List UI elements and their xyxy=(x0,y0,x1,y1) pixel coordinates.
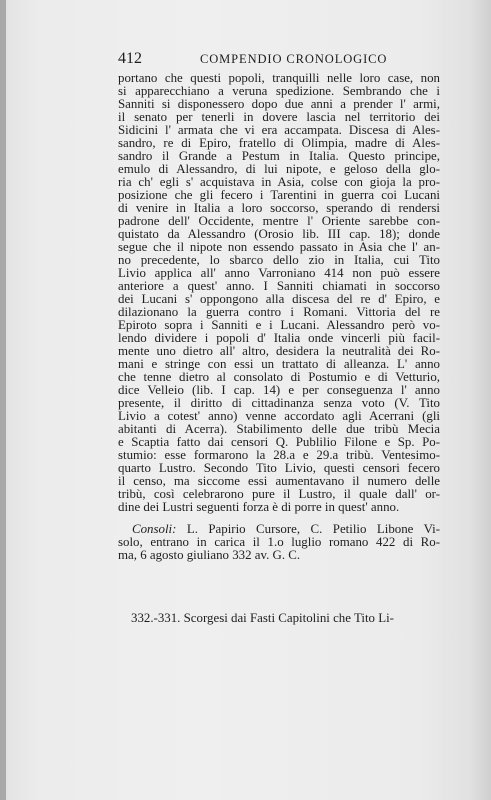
text-line: e Scaptia fatto dai censori Q. Publilio Filone e Sp. Po- xyxy=(118,435,440,449)
text-line: ria ch' egli s' acquistava in Asia, colse con gioja la pro- xyxy=(118,175,440,189)
text-line: tribù, così celebrarono pure il Lustro, il quale dall' or- xyxy=(118,487,440,501)
text-line: il censo, ma siccome essi aumentavano il numero delle xyxy=(118,474,440,488)
text-line: il senato per tenerli in dovere lascia nel territorio dei xyxy=(118,110,440,124)
text-line: di venire in Italia a loro soccorso, sperando di rendersi xyxy=(118,201,440,215)
text-line: lendo dividere i popoli d' Italia onde vincerli più facil- xyxy=(118,331,440,345)
text-line: quarto Lustro. Secondo Tito Livio, questi censori fecero xyxy=(118,461,440,475)
text-line: dilazionano la guerra contro i Romani. Vittoria del re xyxy=(118,305,440,319)
text-line: padrone dell' Occidente, mentre l' Oriente sarebbe con- xyxy=(118,214,440,228)
text-line: no precedente, lo sbarco dello zio in Italia, cui Tito xyxy=(118,253,440,267)
text-line: dice Velleio (lib. I cap. 14) e per conseguenza l' anno xyxy=(118,383,440,397)
text-line: dei Lucani s' oppongono alla discesa del re d' Epiro, e xyxy=(118,292,440,306)
text-line: emulo di Alessandro, di lui nipote, e geloso della glo- xyxy=(118,162,440,176)
text-line: segue che il nipote non essendo passato in Asia che l' an- xyxy=(118,240,440,254)
text-line: stumio: esse formarono la 28.a e 29.a tribù. Ventesimo- xyxy=(118,448,440,462)
page-number: 412 xyxy=(118,50,142,67)
next-year-entry: 332.-331. Scorgesi dai Fasti Capitolini che Tito Li- xyxy=(131,611,394,625)
text-line: portano che questi popoli, tranquilli nelle loro case, non xyxy=(118,71,440,85)
text-line: presente, il diritto di cittadinanza senza voto (V. Tito xyxy=(118,396,440,410)
text-line: quistato da Alessandro (Orosio lib. III cap. 18); donde xyxy=(118,227,440,241)
text-line: Livio a cotest' anno) venne accordato agli Acerrani (gli xyxy=(118,409,440,423)
text-line: che tenne dietro al consolato di Postumio e di Vetturio, xyxy=(118,370,440,384)
text-line: sandro il Grande a Pestum in Italia. Questo principe, xyxy=(118,149,440,163)
text-line: dine dei Lustri seguenti forza è di porre in quest' anno. xyxy=(118,500,400,514)
text-line: anteriore a quest' anno. I Sanniti chiamati in soccorso xyxy=(118,279,440,293)
text-line: mente uno dietro all' altro, desidera la neutralità dei Ro- xyxy=(118,344,440,358)
main-text-block xyxy=(118,72,440,562)
text-line: Epiroto sopra i Sanniti e i Lucani. Alessandro però vo- xyxy=(118,318,440,332)
consoli-line: ma, 6 agosto giuliano 332 av. G. C. xyxy=(118,548,301,562)
running-head: COMPENDIO CRONOLOGICO xyxy=(200,52,388,66)
consoli-label: Consoli: xyxy=(132,522,177,536)
text-line: Sidicini l' armata che vi era accampata. Discesa di Ales- xyxy=(118,123,440,137)
consoli-line: solo, entrano in carica il 1.o luglio romano 422 di Ro- xyxy=(118,535,440,549)
text-line: mani e stringe con essi un trattato di alleanza. L' anno xyxy=(118,357,440,371)
text-line: abitanti di Acerra). Stabilimento delle due tribù Mecia xyxy=(118,422,440,436)
text-line: Livio applica all' anno Varroniano 414 non può essere xyxy=(118,266,440,280)
text-line: sandro, re di Epiro, fratello di Olimpia, madre di Ales- xyxy=(118,136,440,150)
consoli-text-1: L. Papirio Cursore, C. Petilio Libone Vi- xyxy=(186,522,440,536)
page-gutter xyxy=(0,0,6,800)
text-line: Sanniti si disponessero dopo due anni a prender l' armi, xyxy=(118,97,440,111)
page-header xyxy=(118,50,428,68)
text-line: posizione che gli fecero i Tarentini in guerra coi Lucani xyxy=(118,188,440,202)
text-line: si apparecchiano a veruna spedizione. Sembrando che i xyxy=(118,84,440,98)
